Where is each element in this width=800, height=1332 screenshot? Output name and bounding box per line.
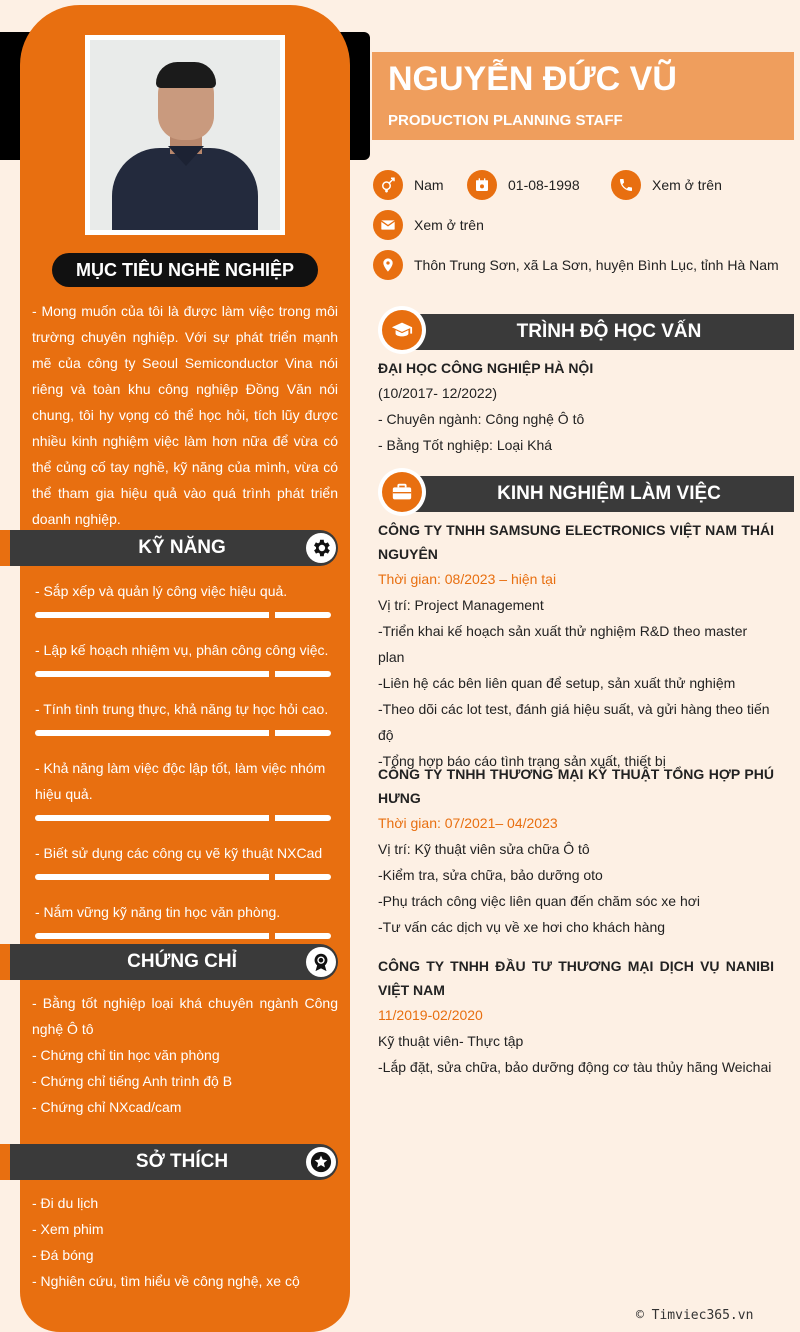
dob-value: 01-08-1998 (508, 177, 580, 193)
job-time: Thời gian: 08/2023 – hiện tại (378, 571, 557, 587)
certs-list (32, 990, 338, 1120)
list-item: - Xem phim (32, 1221, 104, 1237)
experience-title: KINH NGHIỆM LÀM VIỆC (497, 483, 721, 504)
experience-header (378, 468, 794, 514)
list-item: - Đi du lịch (32, 1195, 99, 1211)
job-title: PRODUCTION PLANNING STAFF (388, 112, 623, 129)
location-icon (373, 250, 403, 280)
person-name: NGUYỄN ĐỨC VŨ (388, 60, 677, 98)
contact-email (373, 210, 484, 240)
school-name: ĐẠI HỌC CÔNG NGHIỆP HÀ NỘI (378, 360, 594, 376)
star-icon (306, 1147, 336, 1177)
skill-bar (35, 933, 331, 939)
education-line: - Chuyên ngành: Công nghệ Ô tô (378, 411, 585, 427)
job-line: -Lắp đặt, sửa chữa, bảo dưỡng động cơ tàu thủy hãng Weichai (378, 1059, 772, 1075)
objective-text: - Mong muốn của tôi là được làm việc trong môi trường chuyên nghiệp. Với sự phát triển mạnh mẽ của công ty Seoul Semiconductor Vina nói riêng và toàn khu công nghiệp Đồng Văn nói chung, tôi hy vọng có thể học hỏi, tích lũy được nhiều kinh nghiệm việc làm hơn nữa để vừa có thể củng cố tay nghề, kỹ năng của mình, vừa có thể tham gia hiệu quả vào quá trình phát triển doanh nghiệp. (32, 303, 338, 527)
avatar (90, 40, 280, 230)
medal-icon (306, 947, 336, 977)
skill-item (35, 755, 331, 821)
contact-gender (373, 170, 444, 200)
job-line: -Tư vấn các dịch vụ về xe hơi cho khách hàng (378, 919, 666, 935)
skill-label: - Biết sử dụng các công cụ vẽ kỹ thuật NXCad (35, 845, 323, 861)
skills-header (10, 530, 338, 566)
skill-label: - Lập kế hoạch nhiệm vụ, phân công công việc. (35, 642, 329, 658)
skill-bar (35, 874, 331, 880)
certs-header (10, 944, 338, 980)
skill-item (35, 637, 331, 677)
job-line: -Theo dõi các lot test, đánh giá hiệu suất, và gửi hàng theo tiến độ (378, 701, 770, 743)
education-body (378, 356, 774, 458)
calendar-icon (467, 170, 497, 200)
skill-bar (35, 815, 331, 821)
header-band (372, 52, 794, 140)
list-item: - Đá bóng (32, 1247, 94, 1263)
skill-item (35, 578, 331, 618)
phone-value: Xem ở trên (652, 177, 722, 193)
hobbies-list (32, 1190, 338, 1294)
job-line: -Phụ trách công việc liên quan đến chăm sóc xe hơi (378, 893, 701, 909)
job-entry (378, 762, 774, 940)
gender-icon (373, 170, 403, 200)
address-value: Thôn Trung Sơn, xã La Sơn, huyện Bình Lục, tỉnh Hà Nam (414, 257, 779, 273)
education-line: - Bằng Tốt nghiệp: Loại Khá (378, 437, 553, 453)
job-time: 11/2019-02/2020 (378, 1007, 483, 1023)
job-line: -Kiểm tra, sửa chữa, bảo dưỡng oto (378, 867, 603, 883)
skill-bar (35, 671, 331, 677)
skill-item (35, 840, 331, 880)
gear-icon (306, 533, 336, 563)
graduation-cap-icon (382, 310, 422, 350)
briefcase-icon (382, 472, 422, 512)
company-name: CÔNG TY TNHH THƯƠNG MẠI KỸ THUẬT TỔNG HỢP PHÚ HƯNG (378, 766, 774, 806)
skill-item (35, 899, 331, 939)
skill-bar (35, 730, 331, 736)
certs-title: CHỨNG CHỈ (127, 951, 237, 972)
list-item: - Bằng tốt nghiệp loại khá chuyên ngành Công nghệ Ô tô (32, 995, 338, 1037)
phone-icon (611, 170, 641, 200)
profile-photo (85, 35, 285, 235)
copyright: © Timviec365.vn (636, 1308, 754, 1323)
job-entry (378, 518, 774, 774)
hobbies-title: SỞ THÍCH (135, 1151, 229, 1172)
education-header (378, 306, 794, 352)
job-line: -Tổng hợp báo cáo tình trạng sản xuất, thiết bị (378, 753, 666, 769)
contact-dob (467, 170, 580, 200)
skill-label: - Khả năng làm việc độc lập tốt, làm việc nhóm hiệu quả. (35, 760, 326, 802)
job-line: -Triển khai kế hoạch sản xuất thử nghiệm R&D theo master plan (378, 623, 748, 665)
hobbies-header (10, 1144, 338, 1180)
job-line: Kỹ thuật viên- Thực tập (378, 1033, 524, 1049)
email-value: Xem ở trên (414, 217, 484, 233)
company-name: CÔNG TY TNHH ĐẦU TƯ THƯƠNG MẠI DỊCH VỤ NANIBI VIỆT NAM (378, 958, 774, 998)
list-item: - Chứng chỉ tin học văn phòng (32, 1047, 220, 1063)
list-item: - Chứng chỉ tiếng Anh trình độ B (32, 1073, 233, 1089)
skill-label: - Nắm vững kỹ năng tin học văn phòng. (35, 904, 281, 920)
skill-label: - Sắp xếp và quản lý công việc hiệu quả. (35, 583, 288, 599)
job-entry (378, 954, 774, 1080)
list-item: - Nghiên cứu, tìm hiểu về công nghệ, xe cộ (32, 1273, 300, 1289)
job-line: Vị trí: Kỹ thuật viên sửa chữa Ô tô (378, 841, 590, 857)
skill-item (35, 696, 331, 736)
company-name: CÔNG TY TNHH SAMSUNG ELECTRONICS VIỆT NAM THÁI NGUYÊN (378, 522, 774, 562)
skill-label: - Tính tình trung thực, khả năng tự học hỏi cao. (35, 701, 329, 717)
skill-bar (35, 612, 331, 618)
gender-value: Nam (414, 177, 444, 193)
school-period: (10/2017- 12/2022) (378, 385, 498, 401)
list-item: - Chứng chỉ NXcad/cam (32, 1099, 182, 1115)
job-line: Vị trí: Project Management (378, 597, 544, 613)
job-time: Thời gian: 07/2021– 04/2023 (378, 815, 558, 831)
contact-address (373, 250, 779, 280)
objective-title: MỤC TIÊU NGHỀ NGHIỆP (52, 253, 318, 287)
email-icon (373, 210, 403, 240)
education-title: TRÌNH ĐỘ HỌC VẤN (516, 321, 702, 342)
skills-list (35, 578, 331, 958)
job-line: -Liên hệ các bên liên quan để setup, sản xuất thử nghiệm (378, 675, 736, 691)
skills-title: KỸ NĂNG (138, 537, 226, 558)
contact-phone (611, 170, 722, 200)
